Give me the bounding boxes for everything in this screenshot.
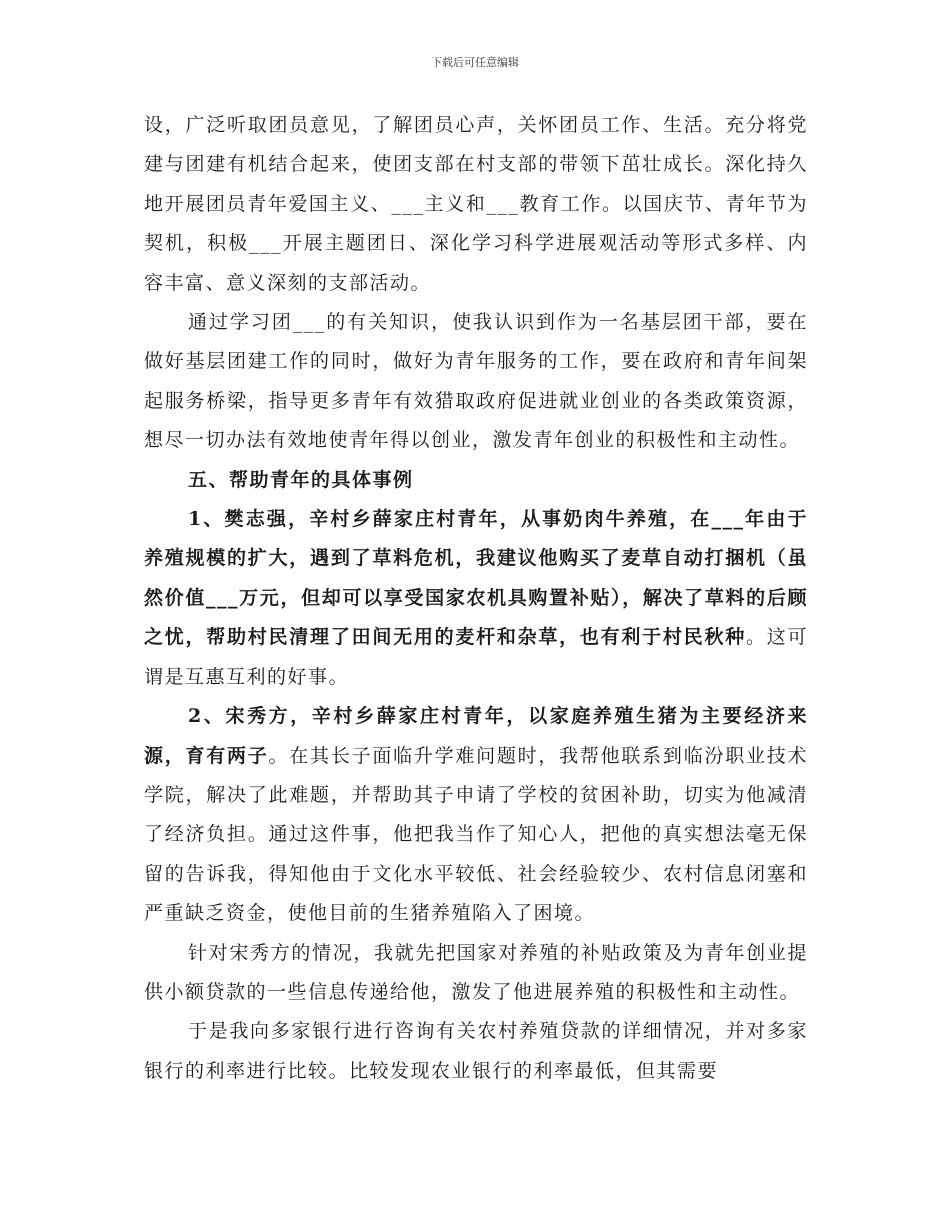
document-body xyxy=(144,106,808,1091)
paragraph-case-1 xyxy=(144,500,808,697)
case-1-bold-text: 1、樊志强，辛村乡薛家庄村青年，从事奶肉牛养殖，在___年由于养殖规模的扩大，遇到了草料危机，我建议他购买了麦草自动打捆机（虽然价值___万元，但却可以享受国家农机具购置补贴），解决了草料的后顾之忧，帮助村民清理了田间无用的麦杆和杂草，也有利于村民秋种 xyxy=(144,508,808,649)
section-heading-examples: 五、帮助青年的具体事例 xyxy=(188,468,414,491)
paragraph-case-2 xyxy=(144,697,808,933)
page-header: 下载后可任意编辑 xyxy=(431,56,519,69)
paragraph-policy-info: 针对宋秀方的情况，我就先把国家对养殖的补贴政策及为青年创业提供小额贷款的一些信息传递给他，激发了他进展养殖的积极性和主动性。 xyxy=(144,941,808,1003)
paragraph-bank-inquiry: 于是我向多家银行进行咨询有关农村养殖贷款的详细情况，并对多家银行的利率进行比较。比较发现农业银行的利率最低，但其需要 xyxy=(144,1020,808,1082)
case-2-bold-text: 2、宋秀方，辛村乡薛家庄村青年，以家庭养殖生猪为主要经济来源，育有两子 xyxy=(144,705,808,767)
paragraph-learning-reflection: 通过学习团___的有关知识，使我认识到作为一名基层团干部，要在做好基层团建工作的同时，做好为青年服务的工作，要在政府和青年间架起服务桥梁，指导更多青年有效猎取政府促进就业创业的各类政策资源，想尽一切办法有效地使青年得以创业，激发青年创业的积极性和主动性。 xyxy=(144,311,808,452)
paragraph-youth-league-building: 设，广泛听取团员意见，了解团员心声，关怀团员工作、生活。充分将党建与团建有机结合起来，使团支部在村支部的带领下茁壮成长。深化持久地开展团员青年爱国主义、___主义和___教育工作。以国庆节、青年节为契机，积极___开展主题团日、深化学习科学进展观活动等形式多样、内容丰富、意义深刻的支部活动。 xyxy=(144,114,808,294)
case-1-regular-text: 。这可谓是互惠互利的好事。 xyxy=(144,626,808,688)
case-2-regular-text: 。在其长子面临升学难问题时，我帮他联系到临汾职业技术学院，解决了此难题，并帮助其子申请了学校的贫困补助，切实为他减清了经济负担。通过这件事，他把我当作了知心人，把他的真实想法毫无保留的告诉我，得知他由于文化水平较低、社会经验较少、农村信息闭塞和严重缺乏资金，使他目前的生猪养殖陷入了困境。 xyxy=(144,744,808,925)
